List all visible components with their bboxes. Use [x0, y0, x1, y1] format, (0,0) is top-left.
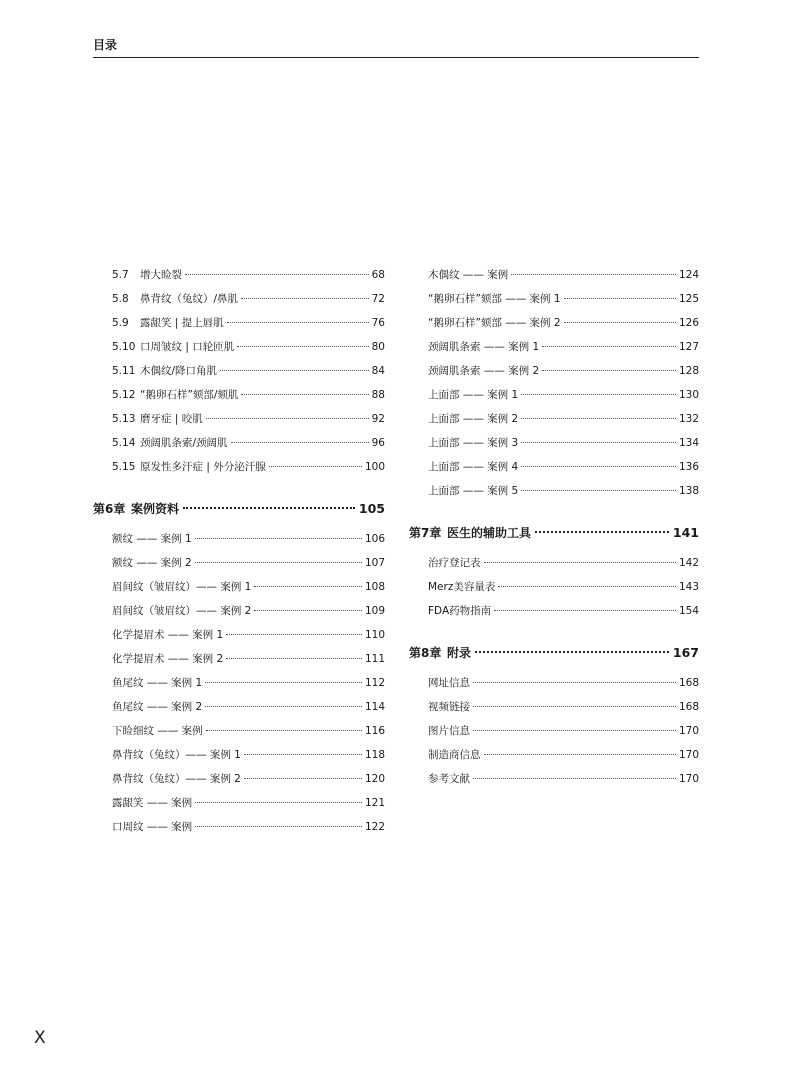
toc-entry-page: 110 [364, 629, 385, 641]
toc-entry-title: 颈阔肌条索 —— 案例 2 [428, 365, 540, 377]
toc-entry-title: 下睑细纹 —— 案例 [112, 725, 203, 737]
toc-entry[interactable] [409, 291, 699, 315]
toc-entry[interactable] [93, 315, 385, 339]
dot-leader [220, 370, 369, 371]
toc-entry[interactable] [409, 483, 699, 507]
dot-leader [494, 610, 676, 611]
toc-entry-title: 眉间纹（皱眉纹）—— 案例 1 [112, 581, 252, 593]
dot-leader [269, 466, 362, 467]
toc-entry[interactable] [409, 675, 699, 699]
toc-entry-title: “鹅卵石样”颏部/颏肌 [140, 389, 239, 401]
dot-leader [195, 802, 362, 803]
toc-entry-title: 眉间纹（皱眉纹）—— 案例 2 [112, 605, 252, 617]
toc-entry-number: 5.14 [112, 437, 136, 449]
toc-entry[interactable] [409, 363, 699, 387]
toc-entry-title: FDA药物指南 [428, 605, 492, 617]
chapter-heading-6[interactable] [93, 500, 385, 518]
toc-entry-page: 130 [678, 389, 699, 401]
toc-entry[interactable] [409, 315, 699, 339]
toc-entry[interactable] [93, 411, 385, 435]
dot-leader [183, 507, 355, 509]
toc-entry-page: 121 [364, 797, 385, 809]
toc-entry-title: 木偶纹/降口角肌 [140, 365, 218, 377]
toc-entry[interactable] [409, 579, 699, 603]
toc-entry-title: 颈阔肌条索 —— 案例 1 [428, 341, 540, 353]
chapter-page: 105 [358, 501, 385, 516]
toc-entry-title: 治疗登记表 [428, 557, 481, 569]
toc-entry-page: 127 [678, 341, 699, 353]
dot-leader [241, 394, 368, 395]
dot-leader [195, 538, 362, 539]
dot-leader [205, 706, 362, 707]
header-rule [93, 57, 699, 58]
toc-entry-page: 170 [678, 725, 699, 737]
toc-entry-page: 92 [371, 413, 385, 425]
dot-leader [226, 658, 362, 659]
chapter-title: 医生的辅助工具 [447, 526, 532, 540]
toc-entry-number: 5.8 [112, 293, 129, 305]
chapter-title: 案例资料 [131, 502, 180, 516]
toc-entry-page: 154 [678, 605, 699, 617]
toc-entry-title: 原发性多汗症 | 外分泌汗腺 [140, 461, 266, 473]
chapter-heading-7[interactable] [409, 524, 699, 542]
toc-entry-page: 68 [371, 269, 385, 281]
dot-leader [542, 370, 676, 371]
toc-entry[interactable] [93, 363, 385, 387]
toc-entry[interactable] [409, 747, 699, 771]
dot-leader [484, 562, 676, 563]
toc-entry-title: “鹅卵石样”颏部 —— 案例 2 [428, 317, 561, 329]
toc-entry-number: 5.12 [112, 389, 136, 401]
toc-entry-title: 图片信息 [428, 725, 470, 737]
dot-leader [254, 610, 362, 611]
toc-entry-title: 露龈笑 | 提上唇肌 [140, 317, 224, 329]
dot-leader [535, 531, 669, 533]
dot-leader [473, 730, 676, 731]
toc-entry-number: 5.9 [112, 317, 129, 329]
toc-entry-number: 5.7 [112, 269, 129, 281]
toc-entry-title: 上面部 —— 案例 3 [428, 437, 519, 449]
toc-entry-title: 口周皱纹 | 口轮匝肌 [140, 341, 235, 353]
dot-leader [542, 346, 676, 347]
toc-entry[interactable] [409, 723, 699, 747]
toc-entry-page: 88 [371, 389, 385, 401]
dot-leader [521, 442, 676, 443]
toc-entry[interactable] [93, 603, 385, 627]
toc-entry-page: 76 [371, 317, 385, 329]
toc-entry-page: 168 [678, 701, 699, 713]
toc-entry-title: 木偶纹 —— 案例 [428, 269, 509, 281]
dot-leader [205, 682, 362, 683]
toc-entry[interactable] [93, 651, 385, 675]
toc-entry-page: 170 [678, 773, 699, 785]
toc-entry-page: 112 [364, 677, 385, 689]
dot-leader [473, 706, 676, 707]
toc-entry-page: 108 [364, 581, 385, 593]
toc-entry-page: 142 [678, 557, 699, 569]
toc-entry-title: 化学提眉术 —— 案例 2 [112, 653, 224, 665]
toc-entry-page: 128 [678, 365, 699, 377]
toc-entry-page: 116 [364, 725, 385, 737]
chapter-label: 第8章 [409, 646, 442, 660]
toc-entry-page: 126 [678, 317, 699, 329]
page-folio: X [34, 1028, 46, 1048]
toc-entry[interactable] [409, 435, 699, 459]
dot-leader [511, 274, 676, 275]
toc-entry-page: 84 [371, 365, 385, 377]
toc-entry[interactable] [93, 339, 385, 363]
running-header: 目录 [93, 38, 118, 52]
dot-leader [206, 730, 362, 731]
toc-entry-title: 口周纹 —— 案例 [112, 821, 193, 833]
toc-entry-title: 露龈笑 —— 案例 [112, 797, 193, 809]
toc-entry-title: Merz美容量表 [428, 581, 496, 593]
toc-entry-page: 109 [364, 605, 385, 617]
toc-entry[interactable] [409, 555, 699, 579]
toc-entry[interactable] [409, 267, 699, 291]
dot-leader [564, 322, 676, 323]
dot-leader [521, 490, 676, 491]
toc-entry[interactable] [409, 771, 699, 795]
toc-entry-page: 124 [678, 269, 699, 281]
toc-entry-page: 125 [678, 293, 699, 305]
toc-entry-title: 参考文献 [428, 773, 470, 785]
dot-leader [185, 274, 369, 275]
toc-entry-title: 制造商信息 [428, 749, 481, 761]
dot-leader [521, 418, 676, 419]
toc-entry[interactable] [409, 699, 699, 723]
toc-entry-title: 视频链接 [428, 701, 470, 713]
toc-entry-page: 138 [678, 485, 699, 497]
toc-entry[interactable] [93, 267, 385, 291]
dot-leader [475, 651, 669, 653]
dot-leader [521, 466, 676, 467]
toc-entry-title: 上面部 —— 案例 1 [428, 389, 519, 401]
toc-entry-page: 72 [371, 293, 385, 305]
dot-leader [237, 346, 368, 347]
toc-entry-page: 96 [371, 437, 385, 449]
dot-leader [241, 298, 369, 299]
toc-entry-page: 120 [364, 773, 385, 785]
dot-leader [484, 754, 676, 755]
toc-entry-number: 5.10 [112, 341, 136, 353]
toc-entry-page: 118 [364, 749, 385, 761]
dot-leader [195, 562, 362, 563]
toc-entry-page: 134 [678, 437, 699, 449]
toc-entry[interactable] [93, 675, 385, 699]
toc-entry[interactable] [93, 291, 385, 315]
toc-entry-page: 132 [678, 413, 699, 425]
toc-entry-page: 107 [364, 557, 385, 569]
dot-leader [227, 322, 369, 323]
toc-entry[interactable] [93, 795, 385, 819]
toc-entry-number: 5.13 [112, 413, 136, 425]
chapter-label: 第6章 [93, 502, 126, 516]
toc-entry-number: 5.11 [112, 365, 136, 377]
toc-entry-page: 143 [678, 581, 699, 593]
toc-entry[interactable] [93, 627, 385, 651]
toc-entry-title: 鱼尾纹 —— 案例 2 [112, 701, 203, 713]
dot-leader [564, 298, 676, 299]
toc-entry[interactable] [409, 459, 699, 483]
dot-leader [244, 778, 362, 779]
toc-entry[interactable] [409, 603, 699, 627]
toc-entry-title: “鹅卵石样”颏部 —— 案例 1 [428, 293, 561, 305]
toc-entry-page: 168 [678, 677, 699, 689]
dot-leader [473, 682, 676, 683]
toc-entry-page: 170 [678, 749, 699, 761]
toc-entry-title: 鱼尾纹 —— 案例 1 [112, 677, 203, 689]
dot-leader [498, 586, 676, 587]
toc-entry[interactable] [93, 819, 385, 843]
toc-entry-title: 鼻背纹（兔纹）—— 案例 1 [112, 749, 241, 761]
toc-entry[interactable] [93, 579, 385, 603]
toc-entry[interactable] [93, 771, 385, 795]
toc-entry[interactable] [409, 387, 699, 411]
toc-left-column [93, 267, 385, 843]
toc-entry[interactable] [93, 699, 385, 723]
chapter-page: 141 [672, 525, 699, 540]
toc-entry[interactable] [93, 459, 385, 483]
dot-leader [521, 394, 676, 395]
dot-leader [226, 634, 362, 635]
toc-entry-page: 122 [364, 821, 385, 833]
toc-entry-page: 106 [364, 533, 385, 545]
chapter-page: 167 [672, 645, 699, 660]
toc-entry-title: 网址信息 [428, 677, 470, 689]
toc-entry-title: 鼻背纹（兔纹）—— 案例 2 [112, 773, 241, 785]
toc-entry[interactable] [93, 723, 385, 747]
toc-entry[interactable] [93, 387, 385, 411]
toc-entry[interactable] [93, 435, 385, 459]
toc-entry[interactable] [93, 747, 385, 771]
dot-leader [206, 418, 369, 419]
toc-entry-page: 100 [364, 461, 385, 473]
toc-entry-title: 磨牙症 | 咬肌 [140, 413, 203, 425]
dot-leader [195, 826, 362, 827]
toc-entry-title: 额纹 —— 案例 1 [112, 533, 192, 545]
dot-leader [254, 586, 362, 587]
toc-entry-title: 上面部 —— 案例 5 [428, 485, 519, 497]
toc-entry-title: 额纹 —— 案例 2 [112, 557, 192, 569]
toc-entry-page: 114 [364, 701, 385, 713]
dot-leader [231, 442, 369, 443]
toc-entry-title: 上面部 —— 案例 4 [428, 461, 519, 473]
dot-leader [244, 754, 362, 755]
toc-entry-number: 5.15 [112, 461, 136, 473]
dot-leader [473, 778, 676, 779]
toc-entry-title: 增大睑裂 [140, 269, 182, 281]
toc-entry-page: 111 [364, 653, 385, 665]
toc-entry[interactable] [409, 411, 699, 435]
toc-entry-title: 化学提眉术 —— 案例 1 [112, 629, 224, 641]
toc-entry-title: 上面部 —— 案例 2 [428, 413, 519, 425]
toc-entry-title: 颈阔肌条索/颈阔肌 [140, 437, 228, 449]
chapter-label: 第7章 [409, 526, 442, 540]
toc-entry[interactable] [409, 339, 699, 363]
toc-entry-page: 80 [371, 341, 385, 353]
toc-entry-page: 136 [678, 461, 699, 473]
toc-entry[interactable] [93, 555, 385, 579]
toc-entry[interactable] [93, 531, 385, 555]
toc-entry-title: 鼻背纹（兔纹）/鼻肌 [140, 293, 239, 305]
chapter-heading-8[interactable] [409, 644, 699, 662]
chapter-title: 附录 [447, 646, 472, 660]
toc-right-column [409, 267, 699, 795]
